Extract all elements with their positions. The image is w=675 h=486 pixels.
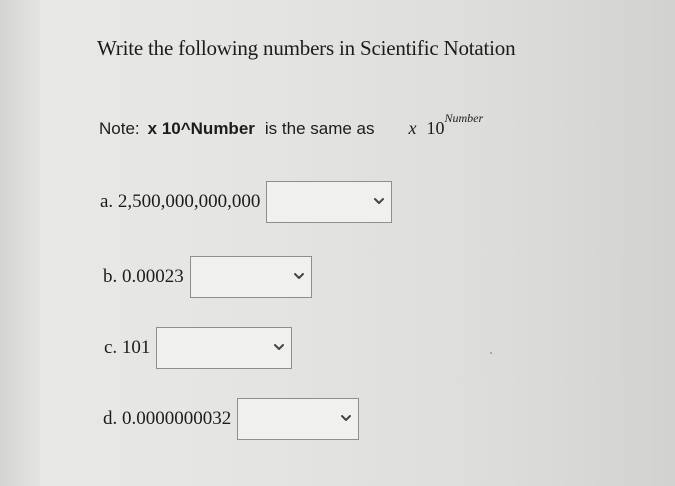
chevron-down-icon <box>273 342 285 352</box>
chevron-down-icon <box>340 413 352 423</box>
question-b <box>103 256 312 298</box>
question-c-label: c. 101 <box>104 337 151 358</box>
question-d <box>103 398 359 440</box>
answer-b-dropdown[interactable] <box>190 256 312 298</box>
answer-c-dropdown[interactable] <box>156 327 292 369</box>
math-exponent: Number <box>444 111 484 125</box>
note-suffix: is the same as <box>264 119 375 138</box>
note-prefix: Note: <box>99 119 140 138</box>
answer-a-dropdown[interactable] <box>266 181 392 223</box>
question-b-label: b. 0.00023 <box>103 266 184 287</box>
page-title: Write the following numbers in Scientific Notation <box>97 36 516 60</box>
chevron-down-icon <box>293 271 305 281</box>
note-code-notation: x 10^Number <box>147 119 255 138</box>
question-c <box>104 327 292 369</box>
left-edge-shade <box>0 0 40 486</box>
note-math-expression <box>408 111 484 139</box>
stray-dot <box>490 352 492 354</box>
question-d-label: d. 0.0000000032 <box>103 408 232 429</box>
math-base: 10 <box>426 118 445 138</box>
question-a <box>100 181 392 223</box>
math-variable: x <box>408 118 417 138</box>
question-a-label: a. 2,500,000,000,000 <box>100 191 261 212</box>
note-line <box>99 111 484 139</box>
chevron-down-icon <box>373 196 385 206</box>
answer-d-dropdown[interactable] <box>237 398 359 440</box>
